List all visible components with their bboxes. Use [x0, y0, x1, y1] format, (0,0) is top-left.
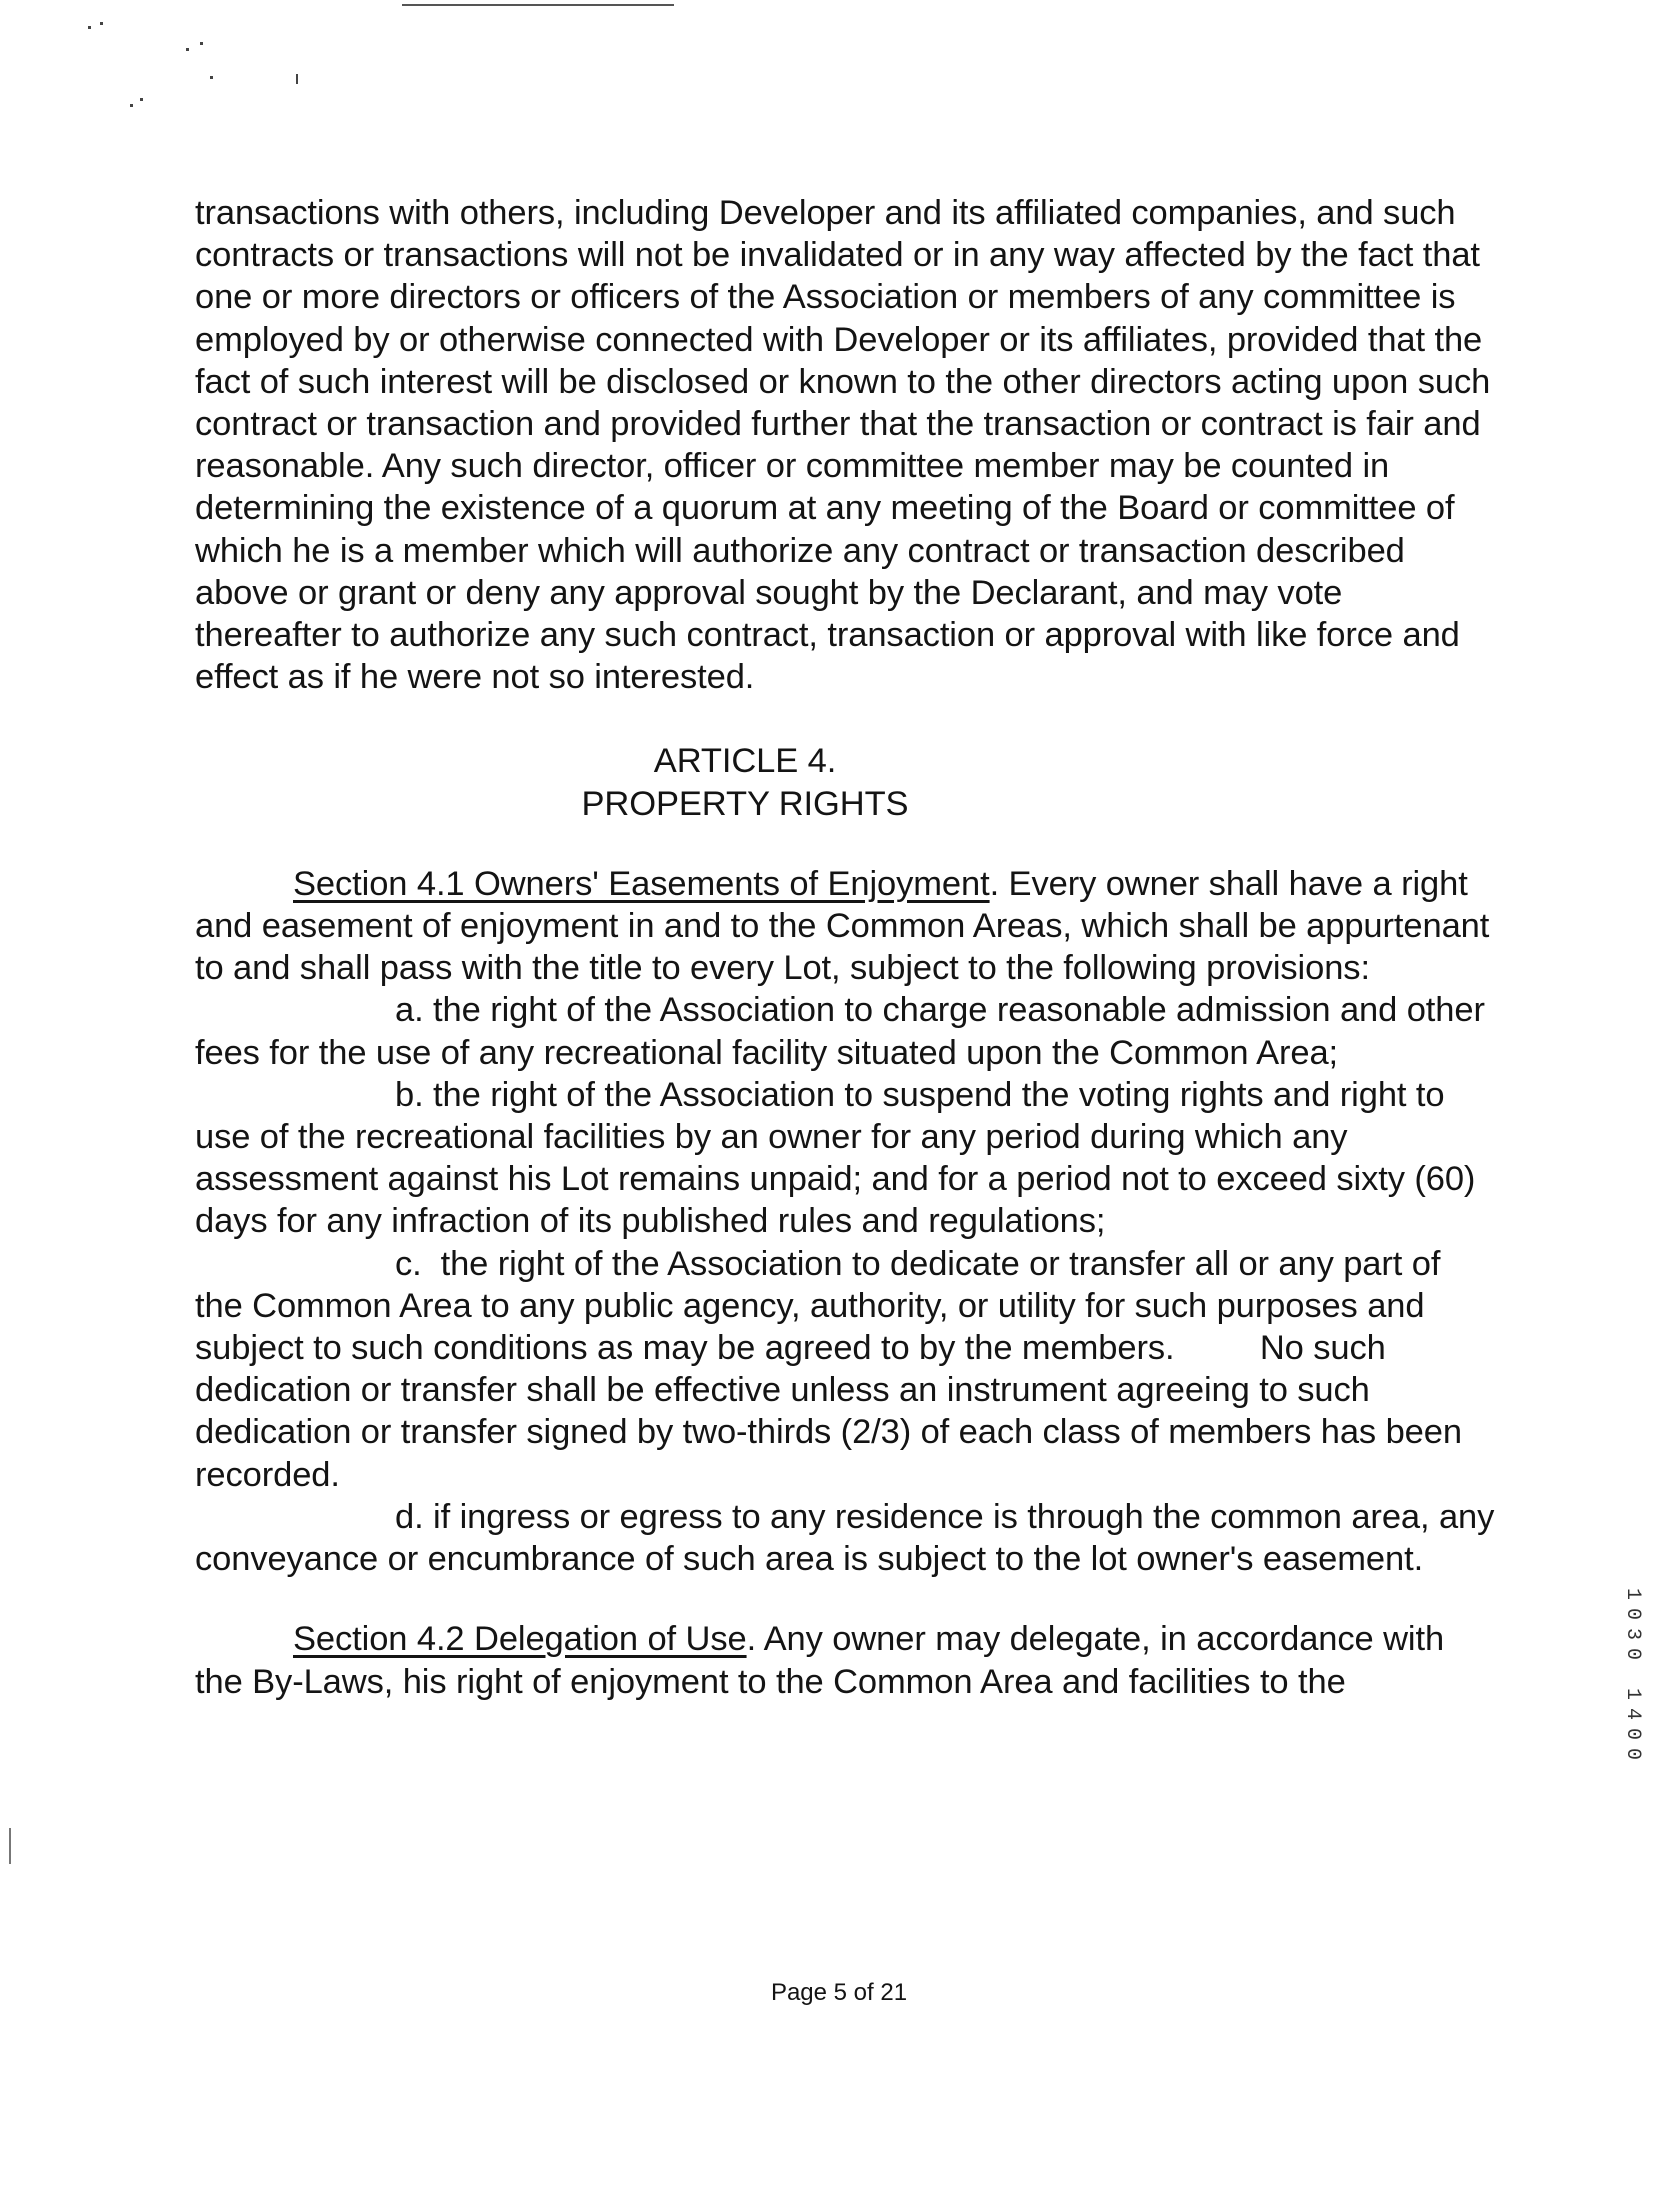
section-4-2-heading: Section 4.2 Delegation of Use: [293, 1620, 747, 1659]
section-4-1-heading: Section 4.1 Owners' Easements of Enjoyment: [293, 864, 990, 903]
spacer: [195, 1580, 1495, 1618]
paragraph-transactions: transactions with others, including Developer and its affiliated companies, and such contracts or transactions will not be invalidated or in any way affected by the fact that one or more directors or officers of the Association or members of any committee is employed by or otherwise connected with Developer or its affiliates, provided that the fact of such interest will be disclosed or known to the other directors acting upon such contract or transaction and provided further that the transaction or contract is fair and reasonable. Any such director, officer or committee member may be counted in determining the existence of a quorum at any meeting of the Board or committee of which he is a member which will authorize any contract or transaction described above or grant or deny any approval sought by the Declarant, and may vote thereafter to authorize any such contract, transaction or approval with like force and effect as if he were not so interested.: [195, 194, 1491, 697]
provision-b: b. the right of the Association to suspend the voting rights and right to use of the recreational facilities by an owner for any period during which any assessment against his Lot remains unpaid; and for a period not to exceed sixty (60) days for any infraction of its published rules and regulations;: [195, 1075, 1476, 1241]
section-4-2: [195, 1618, 1495, 1702]
scan-speck: [186, 48, 189, 51]
spacer: [195, 825, 1495, 863]
section-4-1-text: . Every owner shall have a right and easement of enjoyment in and to the Common Areas, which shall be appurtenant to and shall pass with the title to every Lot, subject to the following provisions:: [195, 864, 1490, 988]
section-4-2-text: . Any owner may delegate, in accordance with the By-Laws, his right of enjoyment to the Common Area and facilities to the: [195, 1620, 1445, 1701]
provision-c: c. the right of the Association to dedicate or transfer all or any part of the Common Area to any public agency, authority, or utility for such purposes and subject to such conditions as may be agreed to by the members. No such dedication or transfer shall be effective unless an instrument agreeing to such dedication or transfer signed by two-thirds (2/3) of each class of members has been recorded.: [195, 1244, 1472, 1494]
scan-speck: [296, 74, 298, 84]
document-body: [195, 192, 1495, 1703]
scan-speck: [200, 42, 203, 45]
provision-a: a. the right of the Association to charge reasonable admission and other fees for the use of any recreational facility situated upon the Common Area;: [195, 991, 1485, 1072]
article-title: PROPERTY RIGHTS: [581, 784, 909, 823]
scan-speck: [88, 26, 91, 29]
section-4-1: [195, 863, 1495, 990]
scan-speck: [130, 104, 133, 107]
scan-speck: [210, 76, 213, 79]
scan-speck: [140, 98, 143, 101]
provision-d: d. if ingress or egress to any residence is through the common area, any conveyance or encumbrance of such area is subject to the lot owner's easement.: [195, 1497, 1495, 1579]
page-number: Page 5 of 21: [770, 1979, 908, 2006]
scan-speck: [100, 22, 103, 25]
spacer: [195, 698, 1495, 740]
article-number: ARTICLE 4.: [653, 742, 837, 781]
top-rule: [402, 4, 674, 6]
page-footer: [0, 1979, 1678, 2007]
recording-stamp: 1030 1400: [1621, 1588, 1644, 1769]
margin-mark: [9, 1828, 11, 1864]
